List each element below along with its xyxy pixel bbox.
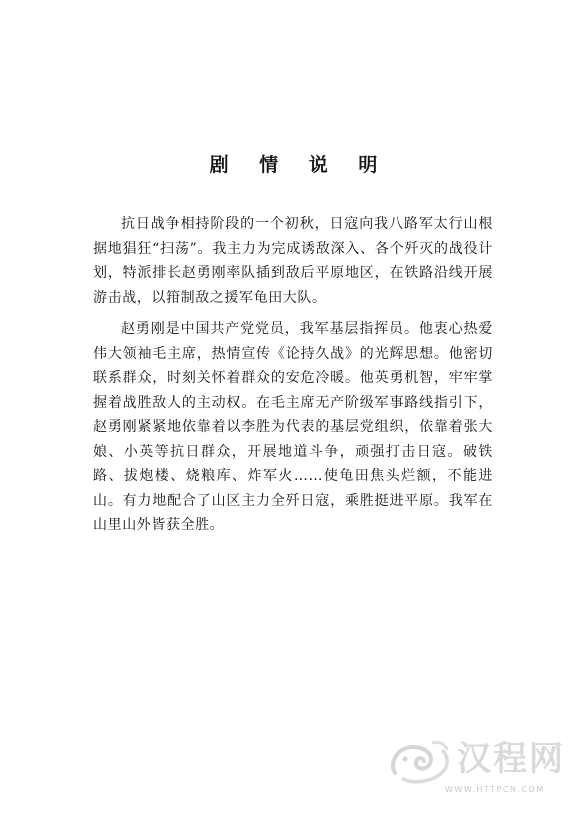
synopsis-paragraph-2: 赵勇刚是中国共产党党员，我军基层指挥员。他衷心热爱伟大领袖毛主席，热情宣传《论持久战》的光辉思想。他密切联系群众，时刻关怀着群众的安危冷暖。他英勇机智，牢牢掌握着战胜敌人的主动权。在毛主席无产阶级军事路线指引下，赵勇刚紧紧地依靠着以李胜为代表的基层党组织，依靠着张大娘、小英等抗日群众，开展地道斗争，顽强打击日寇。破铁路、拔炮楼、烧粮库、炸军火……使龟田焦头烂额，不能进山。有力地配合了山区主力全歼日寇，乘胜挺进平原。我军在山里山外皆获全胜。 (93, 321, 493, 533)
watermark-brand: 汉程网 (457, 739, 565, 779)
page-title: 剧 情 说 明 (209, 153, 390, 176)
swirl-logo-icon (385, 735, 455, 787)
watermark-url: WWW.HTTPCN.COM (445, 785, 545, 794)
site-watermark (385, 735, 575, 801)
synopsis-paragraph-1: 抗日战争相持阶段的一个初秋，日寇向我八路军太行山根据地猖狂“扫荡”。我主力为完成诱敌深入、各个歼灭的战役计划，特派排长赵勇刚率队插到敌后平原地区，在铁路沿线开展游击战，以箝制敌之援军龟田大队。 (93, 216, 493, 306)
synopsis-body (93, 212, 493, 545)
